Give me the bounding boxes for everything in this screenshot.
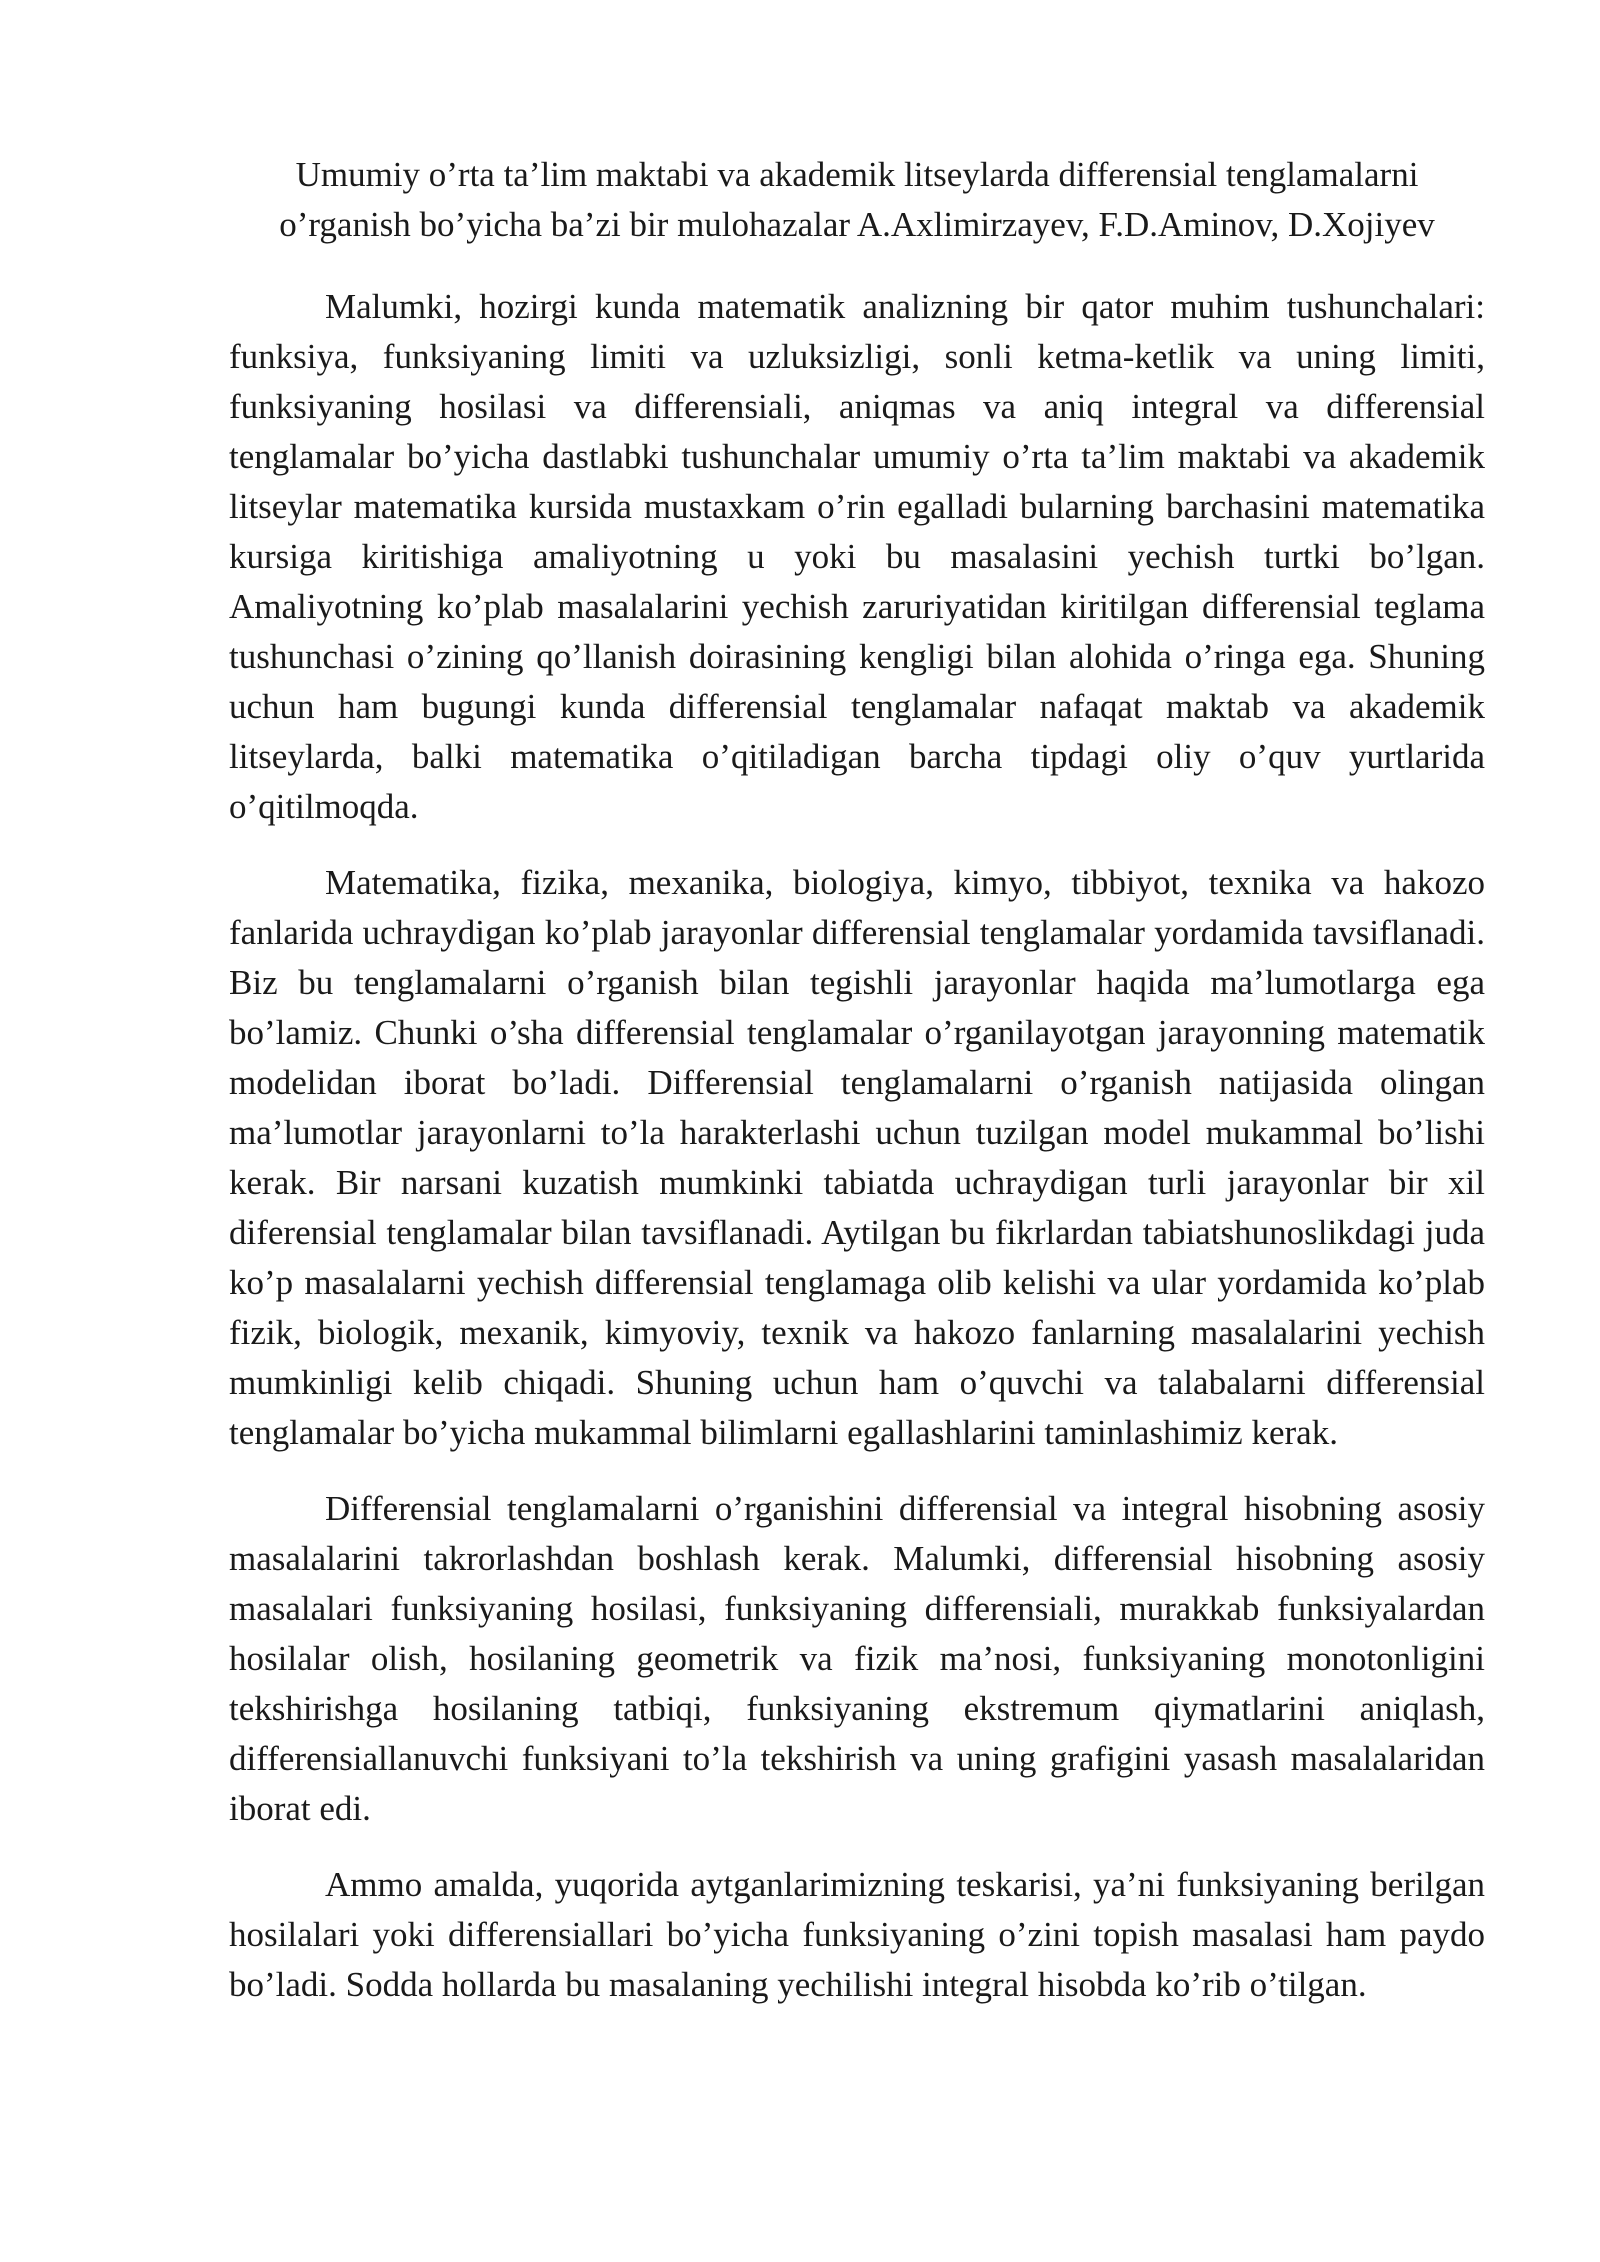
paragraph-1: Malumki, hozirgi kunda matematik analizning bir qator muhim tushunchalari: funksiya, funksiyaning limiti va uzluksizligi, sonli ketma-ketlik va uning limiti, funksiyaning hosilasi va differensiali, aniqmas va aniq integral va differensial tenglamalar bo’yicha dastlabki tushunchalar umumiy o’rta ta’lim maktabi va akademik litseylar matematika kursida mustaxkam o’rin egalladi bularning barchasini matematika kursiga kiritishiga amaliyotning u yoki bu masalasini yechish turtki bo’lgan. Amaliyotning ko’plab masalalarini yechish zaruriyatidan kiritilgan differensial teglama tushunchasi o’zining qo’llanish doirasining kengligi bilan alohida o’ringa ega. Shuning uchun ham bugungi kunda differensial tenglamalar nafaqat maktab va akademik litseylarda, balki matematika o’qitiladigan barcha tipdagi oliy o’quv yurtlarida o’qitilmoqda. (229, 287, 1485, 826)
paragraph-2: Matematika, fizika, mexanika, biologiya, kimyo, tibbiyot, texnika va hakozo fanlarida uchraydigan ko’plab jarayonlar differensial tenglamalar yordamida tavsiflanadi. Biz bu tenglamalarni o’rganish bilan tegishli jarayonlar haqida ma’lumotlarga ega bo’lamiz. Chunki o’sha differensial tenglamalar o’rganilayotgan jarayonning matematik modelidan iborat bo’ladi. Differensial tenglamalarni o’rganish natijasida olingan ma’lumotlar jarayonlarni to’la harakterlashi uchun tuzilgan model mukammal bo’lishi kerak. Bir narsani kuzatish mumkinki tabiatda uchraydigan turli jarayonlar bir xil diferensial tenglamalar bilan tavsiflanadi. Aytilgan bu fikrlardan tabiatshunoslikdagi juda ko’p masalalarni yechish differensial tenglamaga olib kelishi va ular yordamida ko’plab fizik, biologik, mexanik, kimyoviy, texnik va hakozo fanlarning masalalarini yechish mumkinligi kelib chiqadi. Shuning uchun ham o’quvchi va talabalarni differensial tenglamalar bo’yicha mukammal bilimlarni egallashlarini taminlashimiz kerak. (229, 863, 1485, 1452)
paragraph-3: Differensial tenglamalarni o’rganishini differensial va integral hisobning asosiy masalalarini takrorlashdan boshlash kerak. Malumki, differensial hisobning asosiy masalalari funksiyaning hosilasi, funksiyaning differensiali, murakkab funksiyalardan hosilalar olish, hosilaning geometrik va fizik ma’nosi, funksiyaning monotonligini tekshirishga hosilaning tatbiqi, funksiyaning ekstremum qiymatlarini aniqlash, differensiallanuvchi funksiyani to’la tekshirish va uning grafigini yasash masalalaridan iborat edi. (229, 1489, 1485, 1828)
paragraph-4: Ammo amalda, yuqorida aytganlarimizning teskarisi, ya’ni funksiyaning berilgan hosilalari yoki differensiallari bo’yicha funksiyaning o’zini topish masalasi ham paydo bo’ladi. Sodda hollarda bu masalaning yechilishi integral hisobda ko’rib o’tilgan. (229, 1865, 1485, 2004)
document-page (229, 150, 1485, 2036)
document-title: Umumiy o’rta ta’lim maktabi va akademik litseylarda differensial tenglamalarni o’rganish bo’yicha ba’zi bir mulohazalar A.Axlimirzayev, F.D.Aminov, D.Xojiyev (279, 155, 1435, 244)
